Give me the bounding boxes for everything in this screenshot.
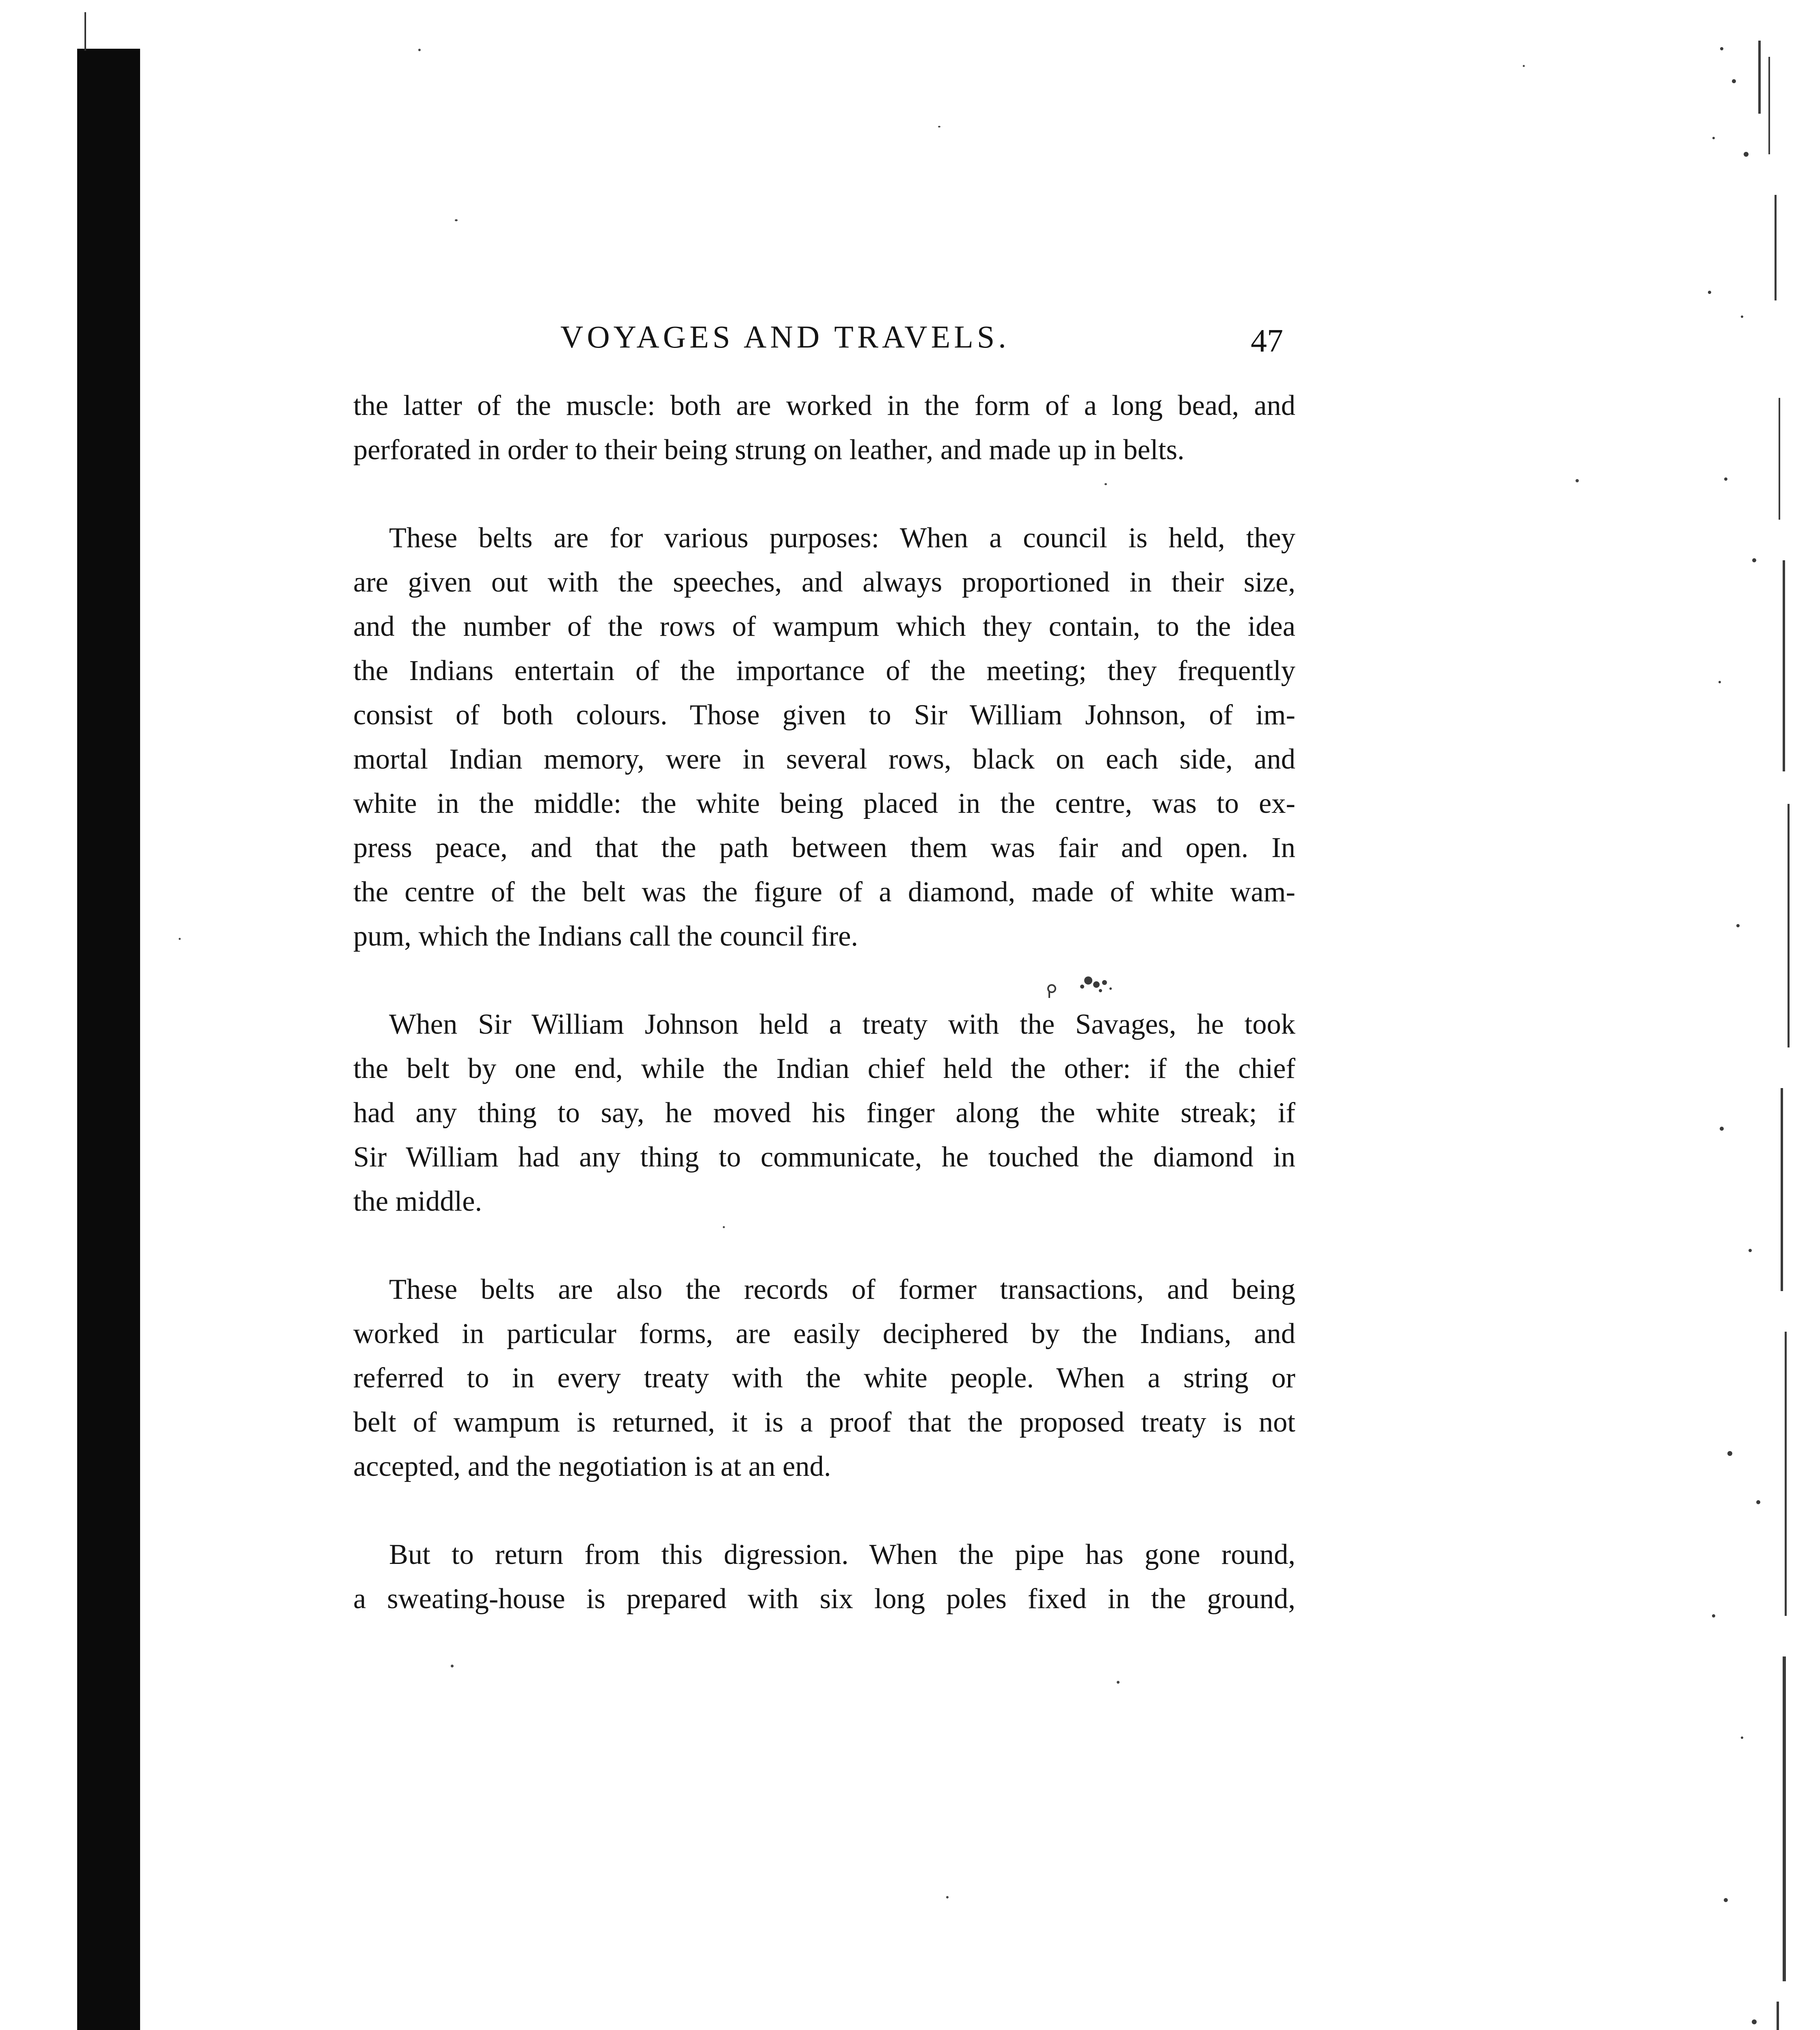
text-line: worked in particular forms, are easily deciphered by the Indians, and xyxy=(353,1318,1295,1350)
text-line: mortal Indian memory, were in several rows, black on each side, and xyxy=(353,743,1295,775)
text-line: the Indians entertain of the importance of the meeting; they frequently xyxy=(353,655,1295,687)
text-line: and the number of the rows of wampum which they contain, to the idea xyxy=(353,611,1295,642)
scan-speck xyxy=(1117,1681,1120,1684)
body-text xyxy=(353,384,1295,1621)
paragraph xyxy=(353,384,1295,472)
binding-shadow xyxy=(77,49,140,2030)
page-header xyxy=(353,311,1295,367)
text-line: had any thing to say, he moved his finger along the white streak; if xyxy=(353,1097,1295,1129)
scan-speck xyxy=(1523,65,1525,67)
text-line: are given out with the speeches, and always proportioned in their size, xyxy=(353,566,1295,598)
scan-speck xyxy=(455,219,458,221)
text-line: When Sir William Johnson held a treaty with the Savages, he took xyxy=(389,1009,1295,1040)
paragraph xyxy=(353,1533,1295,1621)
running-head: VOYAGES AND TRAVELS. xyxy=(560,319,1010,354)
paragraph xyxy=(353,1002,1295,1224)
text-line: pum, which the Indians call the council fire. xyxy=(353,920,858,952)
text-line: These belts are also the records of former transactions, and being xyxy=(389,1274,1295,1305)
text-line: the middle. xyxy=(353,1186,482,1217)
text-line: referred to in every treaty with the white people. When a string or xyxy=(353,1362,1295,1394)
text-line: accepted, and the negotiation is at an end. xyxy=(353,1451,831,1482)
page-number: 47 xyxy=(1251,323,1283,359)
text-line: belt of wampum is returned, it is a proof that the proposed treaty is not xyxy=(353,1406,1295,1438)
text-line: But to return from this digression. When the pipe has gone round, xyxy=(389,1539,1295,1570)
text-line: Sir William had any thing to communicate, he touched the diamond in xyxy=(353,1141,1295,1173)
scan-speck xyxy=(451,1665,454,1667)
text-line: consist of both colours. Those given to Sir William Johnson, of im- xyxy=(353,699,1295,731)
ink-blot xyxy=(1040,966,1129,1003)
paragraph xyxy=(353,1268,1295,1489)
scan-speck xyxy=(179,938,181,940)
text-line: press peace, and that the path between them was fair and open. In xyxy=(353,832,1295,864)
scan-speck xyxy=(723,1226,725,1228)
scan-speck xyxy=(938,126,940,127)
text-line: the centre of the belt was the figure of a diamond, made of white wam- xyxy=(353,876,1295,908)
text-line: the latter of the muscle: both are worked in the form of a long bead, and xyxy=(353,390,1295,421)
text-line: white in the middle: the white being placed in the centre, was to ex- xyxy=(353,788,1295,819)
scan-speck xyxy=(1576,479,1579,482)
text-line: These belts are for various purposes: When a council is held, they xyxy=(389,522,1295,554)
scan-speck xyxy=(946,1896,949,1898)
text-line: the belt by one end, while the Indian chief held the other: if the chief xyxy=(353,1053,1295,1084)
page-edge-speckle xyxy=(1697,32,1803,2030)
text-line: a sweating-house is prepared with six long poles fixed in the ground, xyxy=(353,1583,1295,1615)
scan-speck xyxy=(1105,483,1107,485)
scan-speck xyxy=(418,49,421,51)
paragraph xyxy=(353,516,1295,959)
text-line: perforated in order to their being strung on leather, and made up in belts. xyxy=(353,434,1185,466)
binding-mark xyxy=(84,12,86,51)
